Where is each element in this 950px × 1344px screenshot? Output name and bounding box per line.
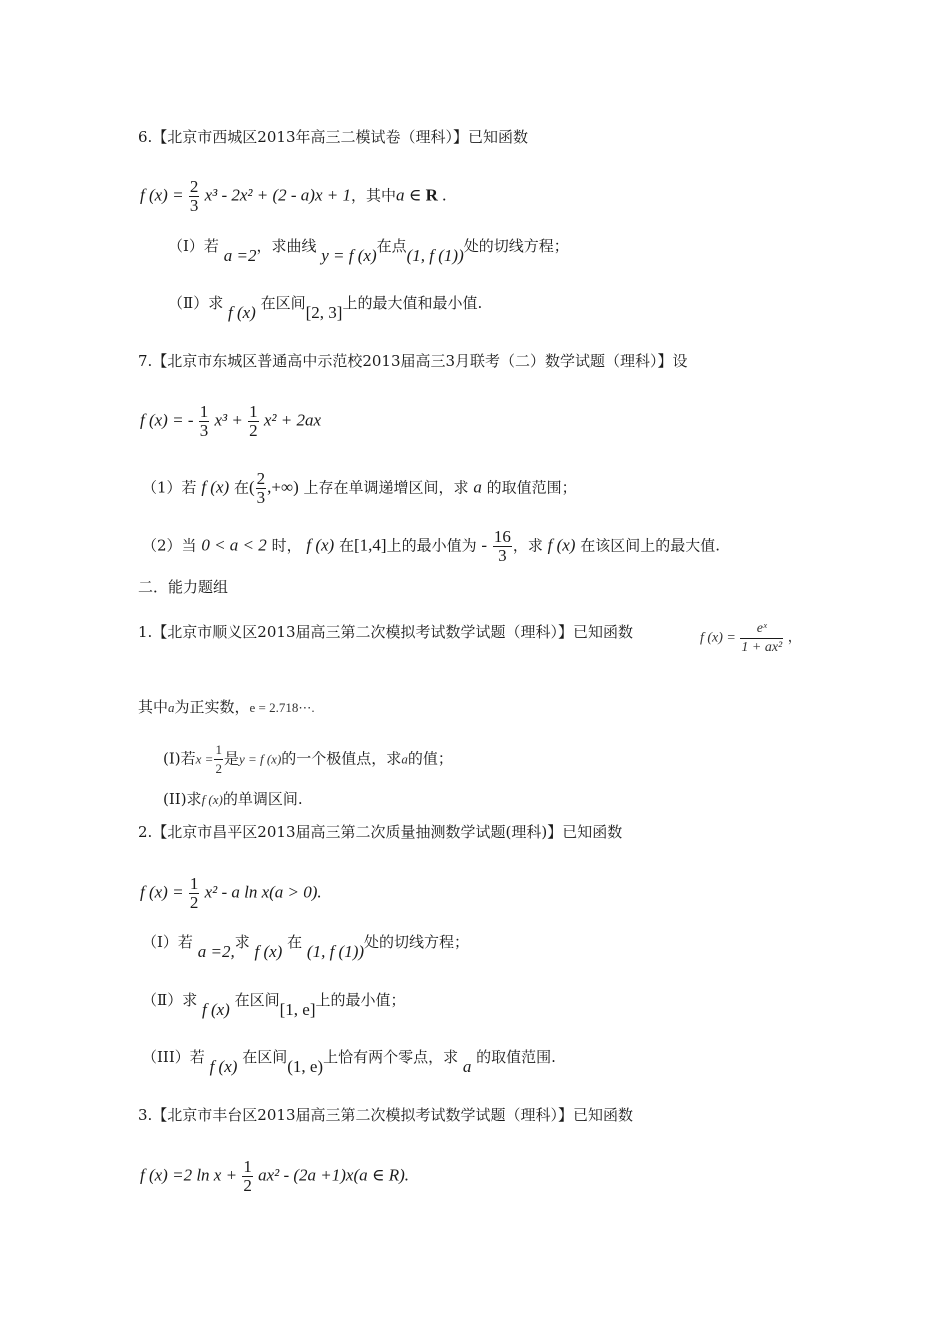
a2-f-rest: x² - a ln x(a > 0). — [204, 882, 322, 902]
a1-f-lhs: f (x) = — [700, 630, 736, 646]
a1-line2-var: a — [168, 700, 175, 715]
a2-p1-end: 处的切线方程； — [364, 933, 470, 951]
q7-frac1-den: 3 — [199, 421, 209, 440]
a3-f-lhs: f (x) =2 ln x + — [140, 1165, 238, 1185]
q7-f-mid: x³ + — [214, 410, 243, 430]
q7-p2-cond: 0 < a < 2 — [201, 535, 267, 555]
q7-p1-end2: 的取值范围； — [486, 478, 577, 497]
q7-function — [140, 403, 321, 440]
q7-fraction-1 — [199, 403, 210, 440]
a2-p2-int: [1, e] — [279, 1000, 316, 1019]
a2-function — [140, 875, 322, 912]
a1-p1-mid2: 的一个极值点，求 — [281, 749, 402, 768]
q7-part1 — [142, 470, 577, 507]
a1-p1-frac-den: 2 — [215, 761, 222, 776]
a2-frac-num: 1 — [189, 874, 199, 893]
a1-frac-den: 1 + ax² — [741, 640, 783, 655]
q7-p1-frac-den: 3 — [256, 488, 266, 507]
a3-frac-num: 1 — [243, 1157, 252, 1176]
q6-function — [140, 178, 446, 215]
a2-p3-end: 的取值范围. — [476, 1048, 556, 1066]
a1-frac-num: eˣ — [740, 620, 783, 639]
a1-line2-a: 其中 — [138, 698, 169, 716]
q6-frac-num: 2 — [189, 177, 199, 196]
a3-function — [140, 1158, 409, 1195]
a2-p1-at: 在 — [287, 933, 303, 951]
a3-f-rest: ax² - (2a +1)x(a ∈ R). — [258, 1165, 409, 1185]
q6-part1 — [168, 236, 569, 265]
a2-p3-mid2: 上恰有两个零点，求 — [323, 1048, 459, 1066]
q6-p2-end: 上的最大值和最小值. — [342, 294, 483, 312]
a1-part2 — [163, 789, 303, 810]
q7-p2-f2: f (x) — [547, 535, 576, 555]
q7-p2-int: [1,4] — [354, 535, 387, 555]
a2-fraction — [189, 875, 200, 912]
a1-f-comma: ， — [787, 630, 802, 646]
q7-p2-fraction — [493, 528, 512, 565]
a1-p1-a: a — [401, 751, 408, 767]
a1-fraction — [740, 620, 783, 657]
a1-p1-mid: 是 — [223, 749, 239, 768]
a1-p1-fraction — [214, 741, 223, 778]
a2-header: 2.【北京市昌平区2013届高三第二次质量抽测数学试题(理科)】已知函数 — [138, 823, 623, 841]
q7-p1-int-b: ,+∞) — [267, 477, 299, 497]
q7-f-rest: x² + 2ax — [263, 410, 322, 430]
q7-p1-int-a: ( — [248, 477, 255, 497]
q7-p1-f: f (x) — [201, 477, 230, 497]
a1-line2-b: 为正实数， — [174, 698, 250, 716]
q7-p2-f: f (x) — [306, 535, 335, 555]
q6-p1-label: （Ⅰ）若 — [168, 237, 219, 255]
q7-frac1-num: 1 — [199, 402, 209, 421]
q6-p1-pt: (1, f (1)) — [406, 246, 464, 265]
a1-p1-end: 的值； — [407, 749, 453, 768]
q6-p2-int: [2, 3] — [305, 303, 343, 322]
a2-part1 — [142, 932, 470, 961]
q7-frac2-num: 1 — [249, 402, 258, 421]
a1-p2-label: (II)求 — [163, 790, 202, 808]
section-title: 二．能力题组 — [138, 578, 229, 596]
a1-part1 — [163, 741, 453, 778]
q6-f-lhs: f (x) = — [140, 185, 184, 205]
q6-p1-curve: y = f (x) — [321, 246, 377, 265]
a3-header: 3.【北京市丰台区2013届高三第二次模拟考试数学试题（理科）】已知函数 — [138, 1106, 633, 1124]
q7-p2-frac-den: 3 — [498, 546, 507, 565]
q7-p2-in: 在 — [338, 536, 354, 555]
q7-f-lhs: f (x) = - — [140, 410, 194, 430]
q7-p2-mid: 上的最小值为 — [386, 536, 477, 555]
a2-p1-pt: (1, f (1)) — [306, 942, 365, 961]
a2-p2-f: f (x) — [201, 1000, 230, 1019]
a2-p2-label: （Ⅱ）求 — [142, 991, 198, 1009]
a1-p1-x: x = — [195, 751, 214, 767]
q6-f-tail: ，其中 — [350, 188, 396, 205]
q6-frac-den: 3 — [189, 196, 199, 215]
a2-frac-den: 2 — [189, 893, 199, 912]
a2-part2 — [142, 990, 406, 1019]
a1-line2 — [138, 697, 315, 718]
a2-p1-a: a =2, — [197, 942, 235, 961]
a1-p1-label: (I)若 — [163, 749, 196, 768]
q7-fraction-2 — [248, 403, 259, 440]
q7-p2-minus: - — [481, 535, 488, 555]
q7-p1-label: （1）若 — [142, 478, 197, 497]
q6-p1-a: a =2 — [223, 246, 257, 265]
a2-part3 — [142, 1047, 556, 1076]
q7-header: 7.【北京市东城区普通高中示范校2013届高三3月联考（二）数学试题（理科）】设 — [138, 352, 688, 370]
a3-fraction — [242, 1158, 253, 1195]
a2-p1-f: f (x) — [254, 942, 283, 961]
a2-p2-mid: 在区间 — [234, 991, 280, 1009]
q7-p1-in: 在 — [233, 478, 249, 497]
q6-p2-f: f (x) — [227, 303, 256, 322]
q6-f-R: R — [425, 185, 438, 205]
a2-p1-ask: 求 — [234, 933, 250, 951]
q7-p1-a: a — [473, 477, 482, 497]
a2-p3-mid: 在区间 — [242, 1048, 288, 1066]
a2-p1-label: （Ⅰ）若 — [142, 933, 193, 951]
a1-line2-e: e = 2.718⋯. — [249, 700, 315, 715]
q6-p2-label: （Ⅱ）求 — [168, 294, 224, 312]
q6-f-end: . — [442, 185, 447, 205]
a1-function — [700, 620, 802, 657]
q7-p2-mid2: ，求 — [512, 536, 543, 555]
a2-p3-int: (1, e) — [287, 1057, 324, 1076]
a1-header: 1.【北京市顺义区2013届高三第二次模拟考试数学试题（理科）】已知函数 — [138, 623, 633, 641]
q6-part2 — [168, 293, 483, 322]
q6-p2-mid: 在区间 — [260, 294, 306, 312]
a2-p3-a: a — [462, 1057, 472, 1076]
a1-p1-y: y = f (x) — [238, 751, 282, 767]
q7-p2-when: 时， — [271, 536, 302, 555]
q6-f-set: a ∈ — [396, 185, 426, 205]
a2-f-lhs: f (x) = — [140, 882, 184, 902]
a1-p2-end: 的单调区间. — [222, 790, 303, 808]
q7-part2 — [142, 528, 720, 565]
a1-p2-f: f (x) — [201, 792, 223, 807]
q7-p2-end: 在该区间上的最大值. — [580, 536, 721, 555]
q7-frac2-den: 2 — [249, 421, 258, 440]
a3-frac-den: 2 — [243, 1176, 252, 1195]
q7-p1-end: 上存在单调递增区间，求 — [303, 478, 469, 497]
a2-p3-label: （III）若 — [142, 1048, 205, 1066]
a1-p1-frac-num: 1 — [214, 741, 223, 760]
a2-p3-f: f (x) — [209, 1057, 238, 1076]
q6-p1-at: 在点 — [376, 237, 407, 255]
q7-p1-frac-num: 2 — [256, 469, 266, 488]
q6-f-rest: x³ - 2x² + (2 - a)x + 1 — [204, 185, 351, 205]
q6-header: 6.【北京市西城区2013年高三二模试卷（理科）】已知函数 — [138, 128, 528, 146]
q6-p1-mid: ，求曲线 — [256, 237, 317, 255]
q7-p1-fraction — [256, 470, 267, 507]
a2-p2-end: 上的最小值； — [315, 991, 406, 1009]
q7-p2-label: （2）当 — [142, 536, 197, 555]
q6-p1-end: 处的切线方程； — [463, 237, 569, 255]
q6-fraction — [189, 178, 200, 215]
q7-p2-frac-num: 16 — [493, 527, 511, 546]
